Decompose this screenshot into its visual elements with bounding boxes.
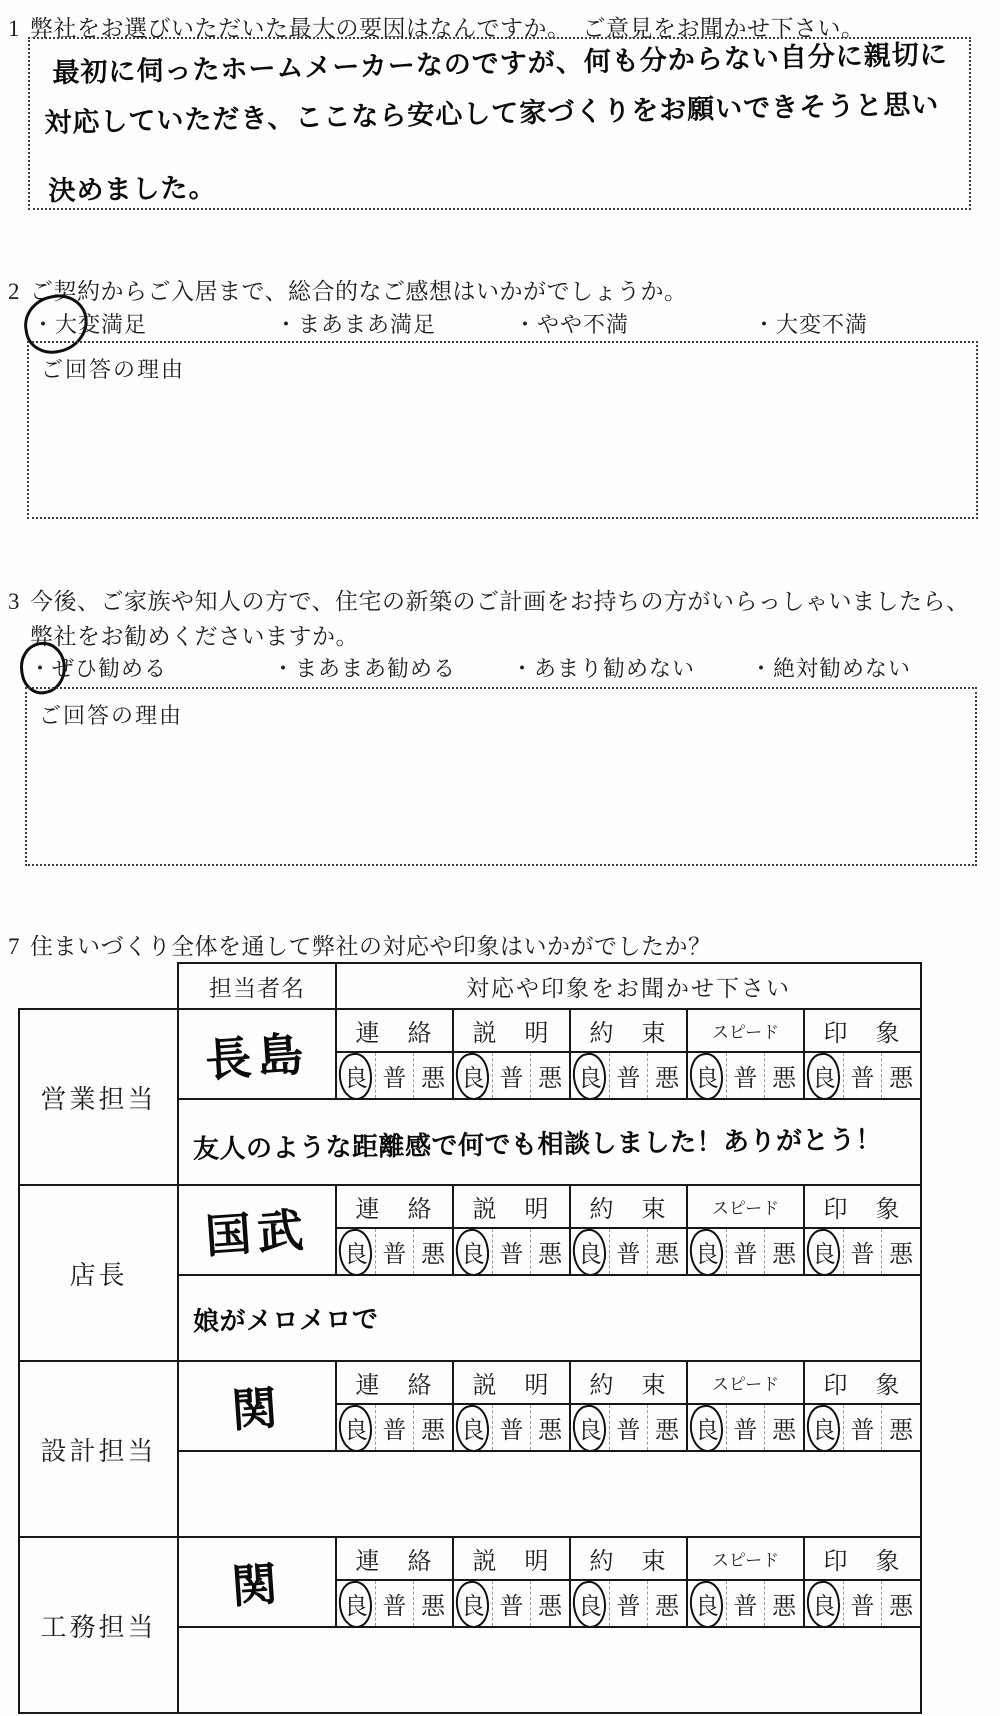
selection-circle-mark [687,1050,726,1101]
reason-label: ご回答の理由 [41,357,186,382]
category-label: 印 象 [805,1010,920,1053]
rating-categories [337,1186,920,1274]
category-block [337,1362,454,1450]
rating-option: 悪 [655,1066,680,1092]
category-block [688,1362,805,1450]
category-label: 説 明 [454,1538,569,1581]
option-label: ・大変不満 [753,312,869,337]
q3-title-text-line2: 弊社をお勧めくださいますか。 [30,624,359,649]
rating-option: 良 [688,1405,727,1450]
category-block [337,1186,454,1274]
category-block [688,1538,805,1626]
category-label: スピード [688,1010,803,1053]
handwritten-answer-line: 決めました。 [48,172,217,207]
rating-option: 普 [376,1405,415,1450]
comment-handwritten: 娘がメロメロで [192,1304,379,1337]
q3-number: 3 [8,589,20,614]
q1-answer-box [28,37,971,210]
handwritten-answer-line: 最初に伺ったホームメーカーなのですが、何も分からない自分に親切に [52,39,949,89]
role-label: 営業担当 [20,1010,179,1184]
category-label: 連 絡 [337,1538,452,1581]
category-block [571,1362,688,1450]
category-label: 説 明 [454,1186,569,1229]
rating-option: 悪 [889,1066,914,1092]
category-label: 連 絡 [337,1010,452,1053]
staff-name-cell [179,1010,337,1098]
option-label: ・やや不満 [514,312,630,337]
selection-circle-mark [804,1226,843,1277]
rating-option: 普 [610,1405,649,1450]
category-block [805,1362,920,1450]
rating-option: 悪 [421,1242,446,1268]
selection-circle-mark [336,1226,375,1277]
selection-circle-mark [804,1578,843,1629]
rating-option: 悪 [889,1594,914,1620]
category-label: スピード [688,1538,803,1581]
rating-option: 良 [688,1229,727,1274]
category-label: 約 束 [571,1362,686,1405]
q1-number: 1 [8,16,20,41]
rating-option: 悪 [655,1418,680,1444]
category-block [805,1538,920,1626]
category-label: 約 束 [571,1010,686,1053]
staff-name-cell [179,1186,337,1274]
rating-option: 普 [727,1053,766,1098]
category-label: 説 明 [454,1010,569,1053]
rating-option: 悪 [538,1594,563,1620]
q3-title-line1 [8,583,970,616]
table-row [18,1008,922,1184]
selection-circle-mark [453,1578,492,1629]
selection-circle-mark [804,1402,843,1453]
rating-option: 普 [493,1581,532,1626]
selection-circle-mark [570,1226,609,1277]
q3-title-text-line1: 今後、ご家族や知人の方で、住宅の新築のご計画をお持ちの方がいらっしゃいましたら、 [30,589,970,614]
selection-circle-mark [570,1402,609,1453]
staff-name-cell [179,1538,337,1626]
staff-name-handwritten: 関 [229,1380,286,1438]
table-header-row [177,962,922,1008]
category-block [571,1010,688,1098]
rating-option: 良 [337,1405,376,1450]
category-block [688,1186,805,1274]
rating-option: 普 [844,1053,883,1098]
category-block [571,1538,688,1626]
category-label: 印 象 [805,1362,920,1405]
role-label: 店長 [20,1186,179,1360]
selection-circle-mark [336,1578,375,1629]
staff-name-column-header: 担当者名 [179,964,337,1008]
q2-title-text: ご契約からご入居まで、総合的なご感想はいかがでしょうか。 [30,279,688,304]
rating-option: 悪 [421,1418,446,1444]
rating-option: 良 [805,1405,844,1450]
rating-option: 悪 [655,1594,680,1620]
selection-circle-mark [687,1578,726,1629]
rating-option: 良 [454,1229,493,1274]
selection-circle-mark [804,1050,843,1101]
rating-option: 悪 [655,1242,680,1268]
rating-option: 良 [805,1581,844,1626]
rating-categories [337,1010,920,1098]
rating-option: 良 [337,1581,376,1626]
rating-option: 悪 [772,1418,797,1444]
rating-categories [337,1538,920,1626]
rating-option: 良 [805,1053,844,1098]
rating-option: 普 [844,1581,883,1626]
category-block [805,1010,920,1098]
table-row [18,1184,922,1360]
comment-cell [179,1098,920,1184]
rating-option: 悪 [421,1594,446,1620]
rating-option: 普 [493,1053,532,1098]
category-block [454,1538,571,1626]
category-label: 説 明 [454,1362,569,1405]
table-row [18,1360,922,1536]
selection-circle-mark [336,1402,375,1453]
staff-name-handwritten: 長島 [203,1026,311,1088]
q2-number: 2 [8,279,20,304]
rating-option: 普 [493,1405,532,1450]
selection-circle-mark [687,1402,726,1453]
staff-name-handwritten: 関 [229,1556,286,1614]
category-block [337,1538,454,1626]
rating-option: 良 [454,1405,493,1450]
handwritten-answer-line: 対応していただき、ここなら安心して家づくりをお願いできそうと思い [44,89,940,139]
table-body [18,1008,922,1714]
rating-option: 悪 [889,1418,914,1444]
rating-option: 悪 [538,1066,563,1092]
q3-reason-box [25,687,977,866]
option-label: ・ぜひ勧める [29,656,168,681]
reason-label: ご回答の理由 [39,703,184,728]
staff-name-handwritten: 国武 [203,1202,311,1264]
option-label: ・あまり勧めない [511,656,696,681]
rating-option: 普 [376,1229,415,1274]
rating-option: 悪 [421,1066,446,1092]
category-label: 連 絡 [337,1362,452,1405]
impression-section-header: 対応や印象をお聞かせ下さい [466,975,791,1001]
rating-option: 普 [727,1229,766,1274]
category-block [688,1010,805,1098]
q7-title [8,928,712,961]
category-label: 印 象 [805,1538,920,1581]
q7-number: 7 [8,934,20,959]
staff-name-cell [179,1362,337,1450]
rating-option: 普 [727,1405,766,1450]
rating-option: 悪 [772,1594,797,1620]
selection-circle-mark [570,1578,609,1629]
rating-option: 普 [844,1405,883,1450]
rating-option: 良 [571,1405,610,1450]
rating-option: 良 [805,1229,844,1274]
option-label: ・まあまあ勧める [272,656,457,681]
rating-option: 悪 [772,1242,797,1268]
category-label: スピード [688,1186,803,1229]
option-label: ・絶対勧めない [750,656,912,681]
rating-option: 悪 [538,1418,563,1444]
rating-option: 良 [454,1581,493,1626]
category-block [454,1010,571,1098]
rating-option: 普 [610,1229,649,1274]
category-label: 連 絡 [337,1186,452,1229]
selection-circle-mark [336,1050,375,1101]
selection-circle-mark [570,1050,609,1101]
category-block [454,1186,571,1274]
rating-option: 良 [337,1229,376,1274]
role-label: 工務担当 [20,1538,179,1712]
rating-option: 普 [844,1229,883,1274]
rating-option: 良 [571,1229,610,1274]
comment-handwritten: 友人のような距離感で何でも相談しました！ありがとう！ [192,1124,883,1165]
rating-option: 良 [454,1053,493,1098]
evaluation-table [18,962,922,1714]
rating-option: 悪 [889,1242,914,1268]
rating-option: 普 [376,1581,415,1626]
rating-option: 良 [688,1053,727,1098]
comment-cell [179,1450,920,1536]
role-label: 設計担当 [20,1362,179,1536]
table-row [18,1536,922,1714]
rating-categories [337,1362,920,1450]
selection-circle-mark [453,1402,492,1453]
category-label: スピード [688,1362,803,1405]
rating-option: 良 [688,1581,727,1626]
rating-option: 普 [610,1581,649,1626]
q3-title-line2 [30,618,359,651]
selection-circle-mark [453,1226,492,1277]
category-label: 印 象 [805,1186,920,1229]
rating-option: 普 [727,1581,766,1626]
category-block [805,1186,920,1274]
q2-title [8,273,688,306]
rating-option: 良 [571,1053,610,1098]
category-label: 約 束 [571,1186,686,1229]
category-label: 約 束 [571,1538,686,1581]
option-label: ・まあまあ満足 [275,312,437,337]
rating-option: 良 [571,1581,610,1626]
option-label: ・大変満足 [32,312,148,337]
selection-circle-mark [687,1226,726,1277]
category-block [337,1010,454,1098]
rating-option: 普 [493,1229,532,1274]
rating-option: 普 [376,1053,415,1098]
rating-option: 普 [610,1053,649,1098]
comment-cell [179,1274,920,1360]
selection-circle-mark [453,1050,492,1101]
q1-title-text: 弊社をお選びいただいた最大の要因はなんですか。 ご意見をお聞かせ下さい。 [30,16,865,41]
category-block [571,1186,688,1274]
q2-reason-box [27,341,978,519]
comment-cell [179,1626,920,1712]
category-block [454,1362,571,1450]
rating-option: 良 [337,1053,376,1098]
q7-title-text: 住まいづくり全体を通して弊社の対応や印象はいかがでしたか？ [30,934,712,959]
rating-option: 悪 [538,1242,563,1268]
rating-option: 悪 [772,1066,797,1092]
